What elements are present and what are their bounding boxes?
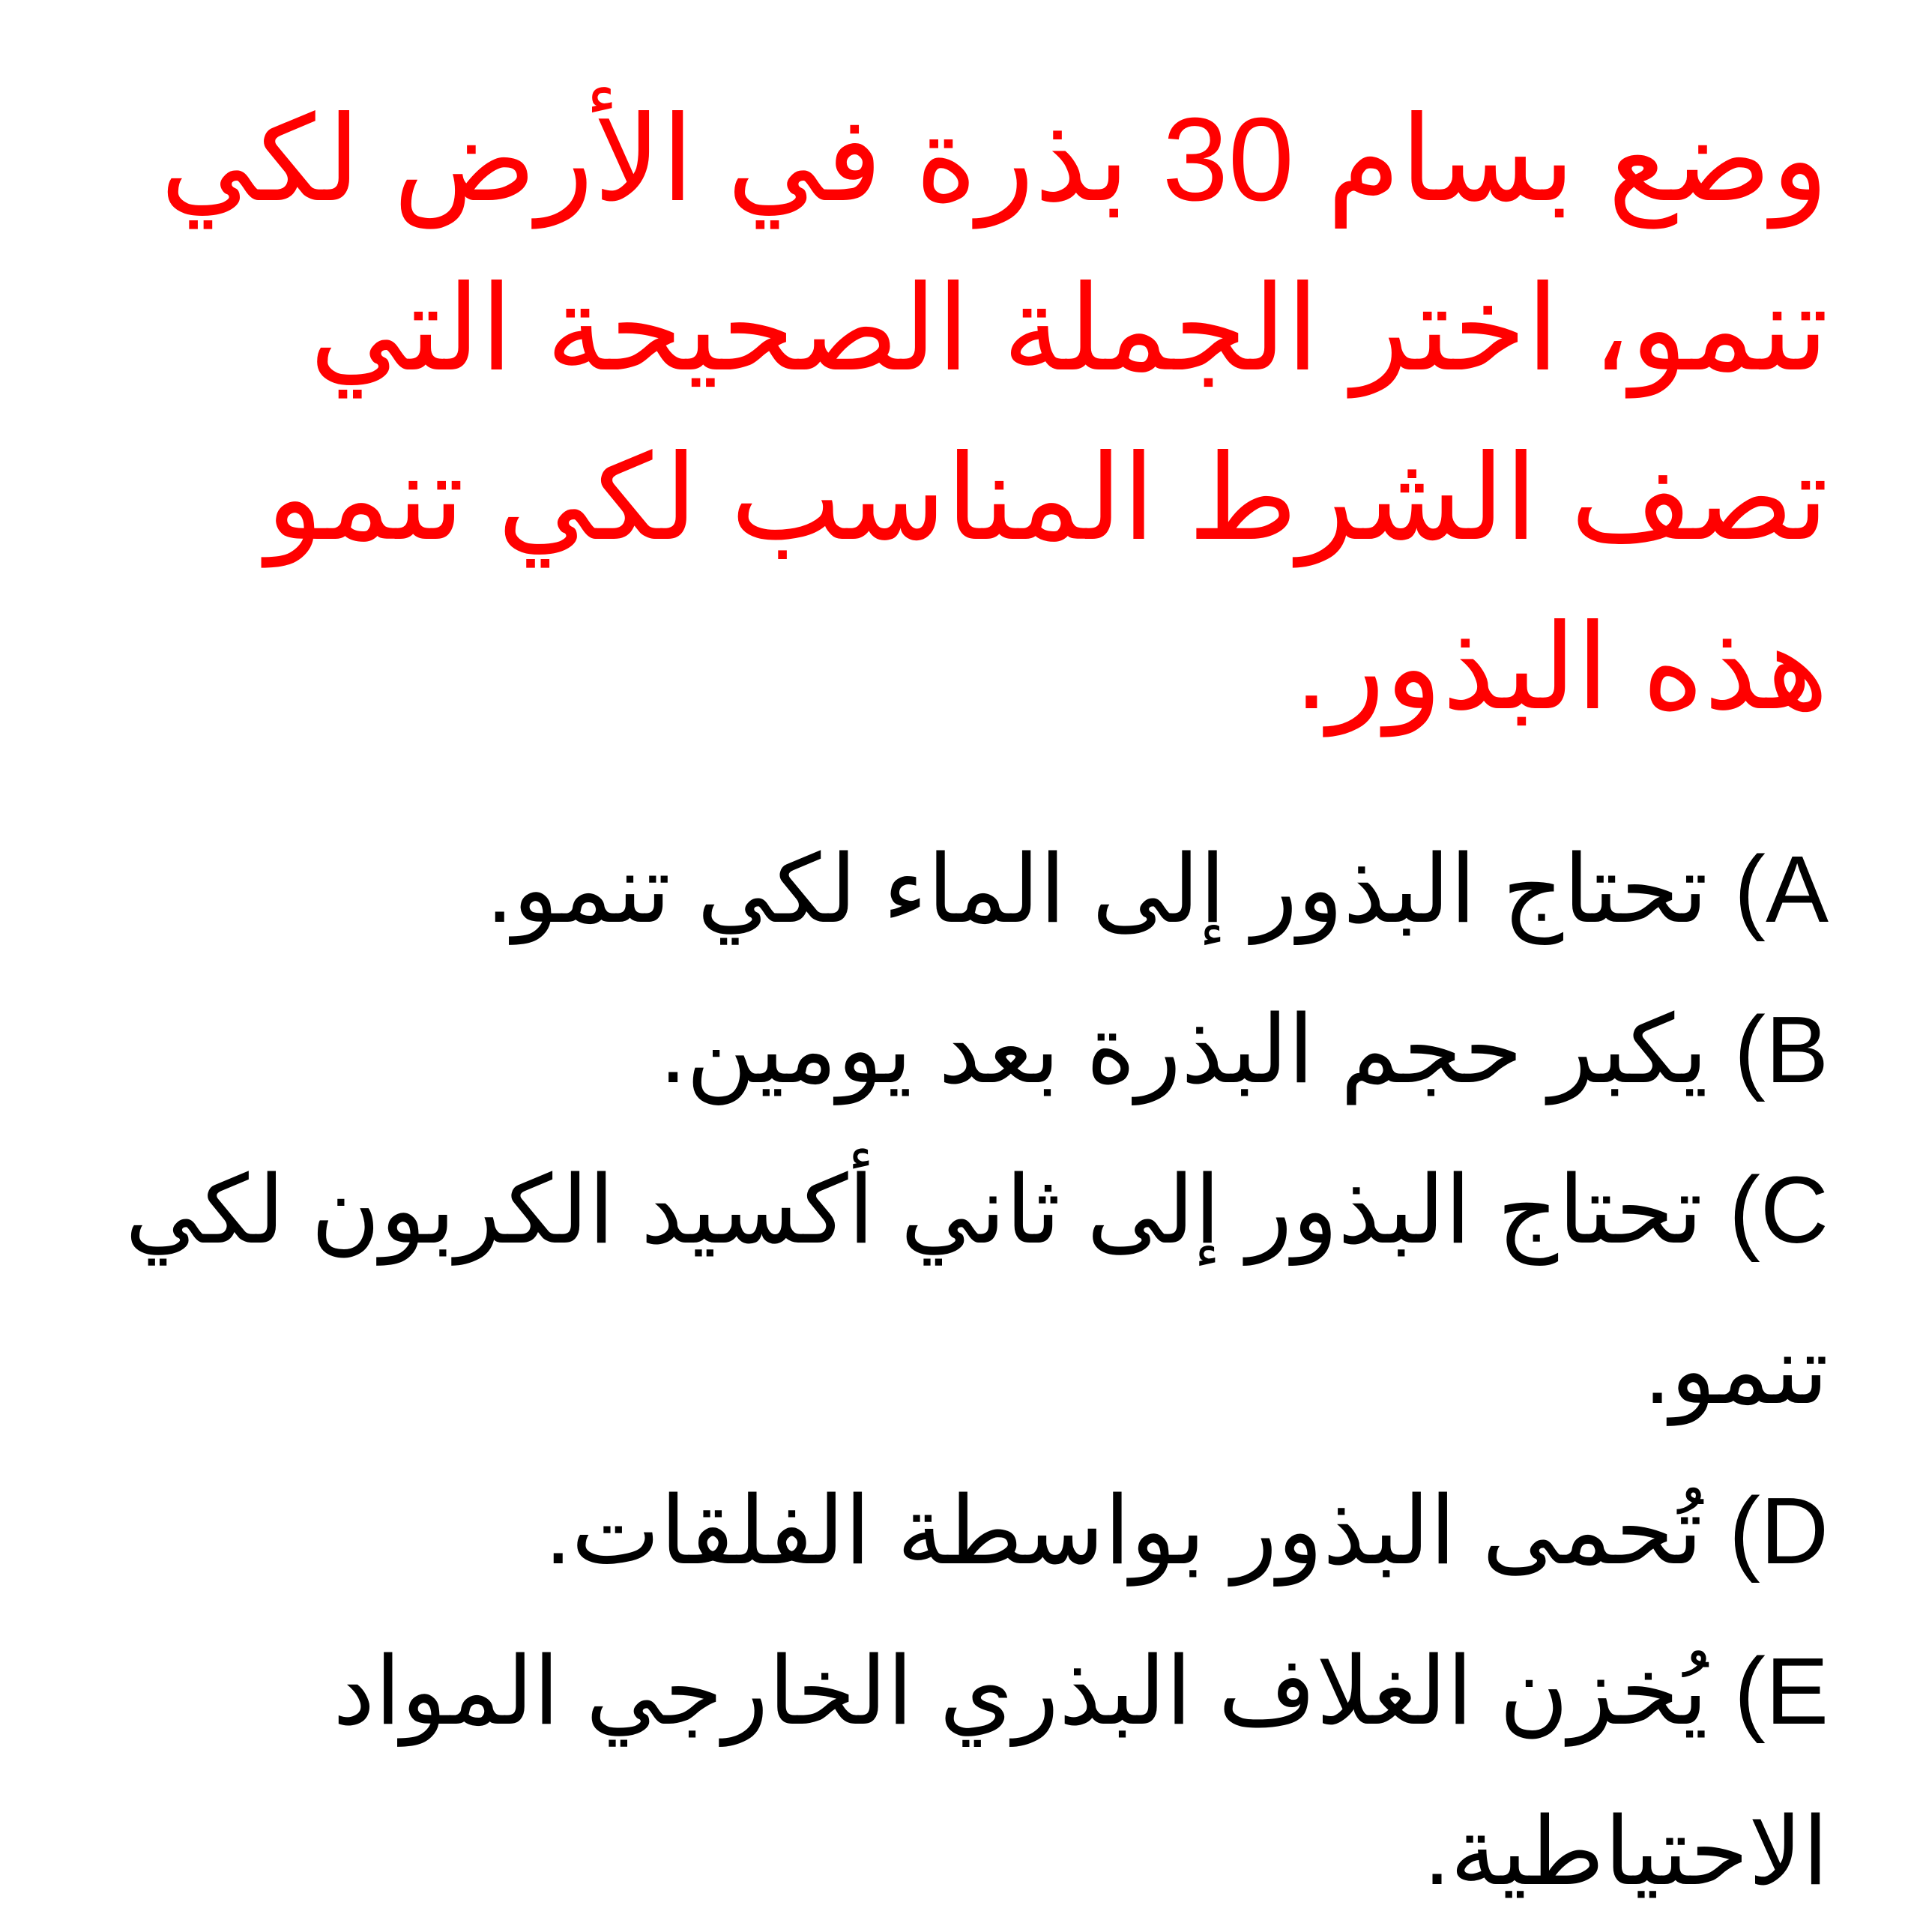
option-letter: C) <box>1729 1157 1829 1263</box>
option-letter: D) <box>1729 1478 1829 1584</box>
option-text: تحتاج البذور إلى ثاني أكسيد الكربون لكي تنمو. <box>124 1157 1829 1423</box>
option-c[interactable] <box>105 1130 1829 1451</box>
option-text: يكبر حجم البذرة بعد يومين. <box>659 997 1708 1102</box>
option-d[interactable] <box>105 1451 1829 1611</box>
option-e[interactable] <box>105 1611 1829 1932</box>
option-text: يُخزن الغلاف البذري الخارجي المواد الاحتياطية. <box>333 1638 1829 1904</box>
option-letter: B) <box>1733 997 1829 1102</box>
answer-options <box>105 809 1829 1932</box>
option-text: تحتاج البذور إلى الماء لكي تنمو. <box>486 836 1708 942</box>
option-a[interactable] <box>105 809 1829 970</box>
option-letter: E) <box>1733 1638 1829 1744</box>
option-text: تُحمى البذور بواسطة الفلقات. <box>545 1478 1703 1584</box>
option-letter: A) <box>1733 836 1829 942</box>
question-text: وضع بسام 30 بذرة في الأرض لكي تنمو، اختر الجملة الصحيحة التي تصف الشرط المناسب لكي تنمو هذه البذور. <box>160 94 1829 734</box>
option-b[interactable] <box>105 970 1829 1130</box>
